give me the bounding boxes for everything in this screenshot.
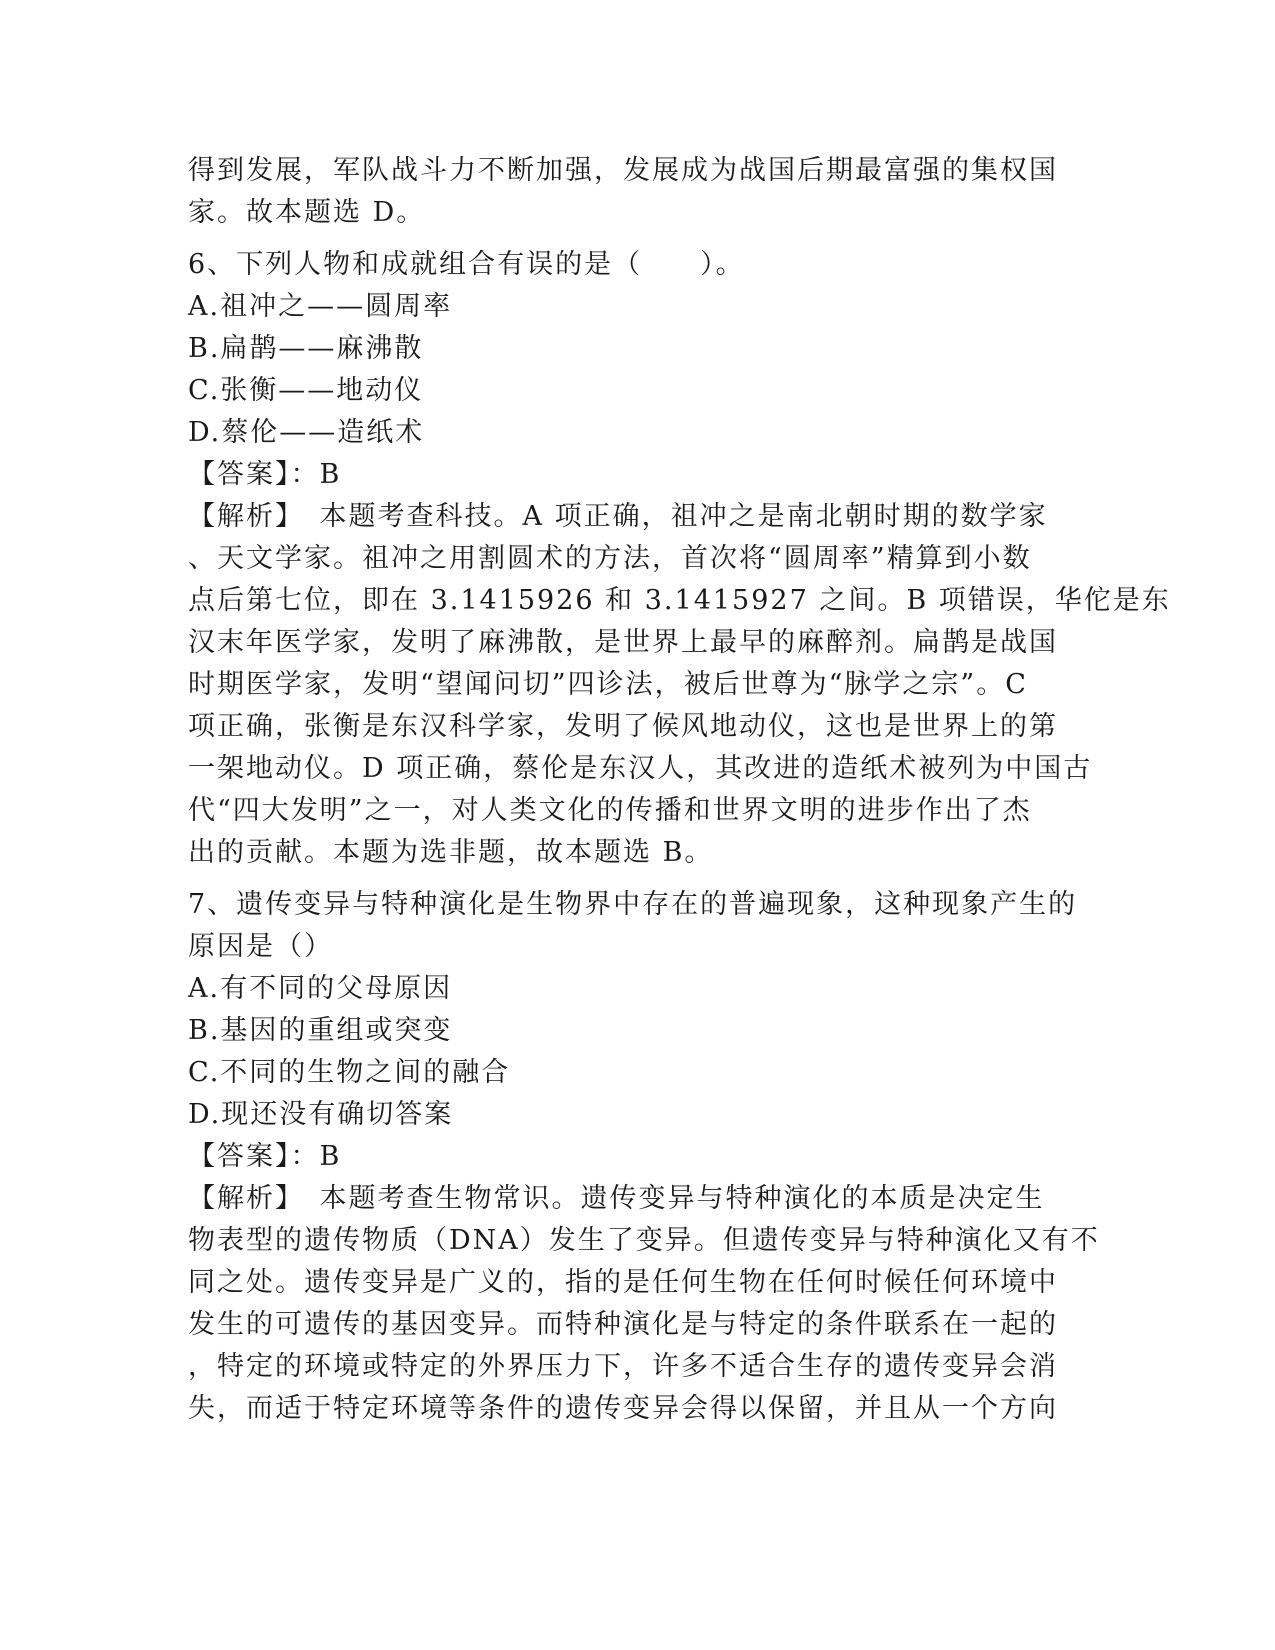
text-line: 一架地动仪。D 项正确，蔡伦是东汉人，其改进的造纸术被列为中国古: [188, 753, 1093, 784]
text-line: 得到发展，军队战斗力不断加强，发展成为战国后期最富强的集权国: [188, 155, 1058, 186]
text-line: 代“四大发明”之一，对人类文化的传播和世界文明的进步作出了杰: [188, 795, 1032, 826]
question-stem: 7、遗传变异与特种演化是生物界中存在的普遍现象，这种现象产生的: [188, 889, 1078, 920]
option-c: C.张衡——地动仪: [188, 375, 424, 406]
text-line: 同之处。遗传变异是广义的，指的是任何生物在任何时候任何环境中: [188, 1267, 1058, 1298]
option-c: C.不同的生物之间的融合: [188, 1057, 511, 1088]
text-line: ，特定的环境或特定的外界压力下，许多不适合生存的遗传变异会消: [188, 1351, 1058, 1382]
option-d: D.蔡伦——造纸术: [188, 417, 425, 448]
question-stem: 6、下列人物和成就组合有误的是（ ）。: [188, 249, 745, 280]
option-b: B.扁鹊——麻沸散: [188, 333, 424, 364]
question-stem: 原因是（）: [188, 931, 333, 962]
document-content: [188, 150, 1171, 1430]
answer-line: 【答案】：B: [188, 459, 342, 490]
text-line: 【解析】 本题考查科技。A 项正确，祖冲之是南北朝时期的数学家: [188, 501, 1048, 532]
option-d: D.现还没有确切答案: [188, 1099, 454, 1130]
answer-line: 【答案】：B: [188, 1141, 342, 1172]
question-6: [188, 244, 1171, 874]
question-7: [188, 884, 1100, 1430]
option-a: A.祖冲之——圆周率: [188, 291, 453, 322]
text-line: 项正确，张衡是东汉科学家，发明了候风地动仪，这也是世界上的第: [188, 711, 1058, 742]
text-line: 、天文学家。祖冲之用割圆术的方法，首次将“圆周率”精算到小数: [188, 543, 1032, 574]
text-line: 失，而适于特定环境等条件的遗传变异会得以保留，并且从一个方向: [188, 1393, 1058, 1424]
option-b: B.基因的重组或突变: [188, 1015, 453, 1046]
text-line: 发生的可遗传的基因变异。而特种演化是与特定的条件联系在一起的: [188, 1309, 1058, 1340]
option-a: A.有不同的父母原因: [188, 973, 453, 1004]
text-line: 汉末年医学家，发明了麻沸散，是世界上最早的麻醉剂。扁鹊是战国: [188, 627, 1058, 658]
text-line: 家。故本题选 D。: [188, 197, 426, 228]
text-line: 点后第七位，即在 3.1415926 和 3.1415927 之间。B 项错误，华佗是东: [188, 585, 1171, 616]
explanation: [188, 496, 1171, 874]
text-line: 时期医学家，发明“望闻问切”四诊法，被后世尊为“脉学之宗”。C: [188, 669, 1028, 700]
text-line: 【解析】 本题考查生物常识。遗传变异与特种演化的本质是决定生: [188, 1183, 1045, 1214]
intro-paragraph: [188, 150, 1078, 234]
explanation: [188, 1178, 1100, 1430]
text-line: 物表型的遗传物质（DNA）发生了变异。但遗传变异与特种演化又有不: [188, 1225, 1100, 1256]
text-line: 出的贡献。本题为选非题，故本题选 B。: [188, 837, 714, 868]
